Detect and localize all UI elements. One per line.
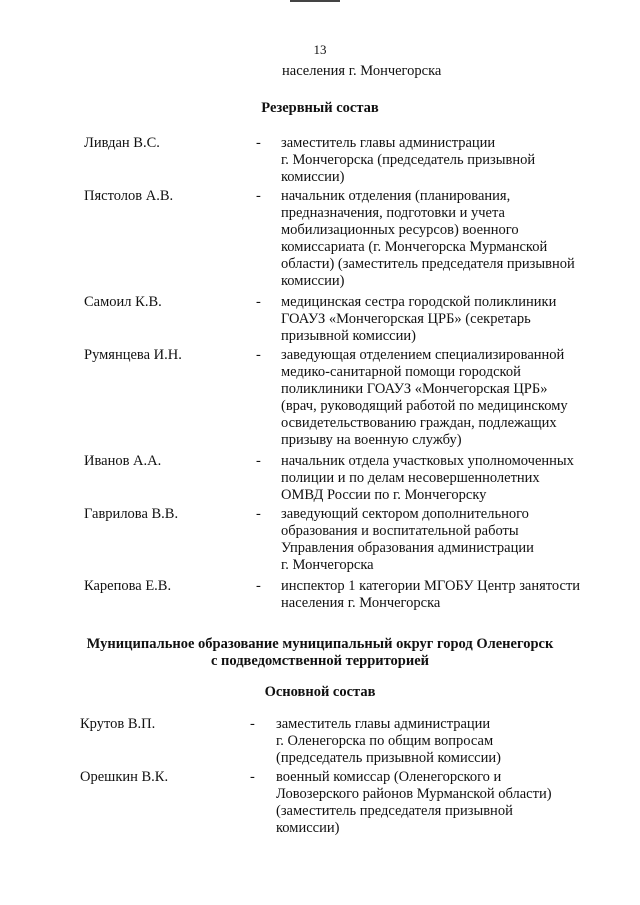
role-line: начальник отдела участковых уполномоченных [281,453,574,469]
member-name: Ливдан В.С. [84,135,160,151]
dash-separator: - [256,294,261,310]
member-name: Румянцева И.Н. [84,347,182,363]
member-name: Гаврилова В.В. [84,506,179,522]
role-line: ГОАУЗ «Мончегорская ЦРБ» (секретарь [281,311,531,327]
role-line: инспектор 1 категории МГОБУ Центр занятости [281,578,581,594]
member-name: Крутов В.П. [80,716,156,732]
dash-separator: - [256,506,261,522]
role-line: образования и воспитательной работы [281,523,519,539]
member-name: Орешкин В.К. [80,769,169,785]
role-line: заведующая отделением специализированной [281,347,565,363]
dash-separator: - [256,188,261,204]
role-line: комиссии) [281,273,345,289]
role-line: призывной комиссии) [281,328,416,344]
top-rule [290,0,340,2]
dash-separator: - [250,769,255,785]
dash-separator: - [256,578,261,594]
member-role [276,716,596,767]
member-role [281,188,601,290]
role-line: (заместитель председателя призывной [276,803,513,819]
continuation-line: населения г. Мончегорска [282,63,442,79]
role-line: комиссии) [281,169,345,185]
dash-separator: - [256,135,261,151]
role-line: военный комиссар (Оленегорского и [276,769,502,785]
role-line: поликлиники ГОАУЗ «Мончегорская ЦРБ» [281,381,548,397]
member-name: Пястолов А.В. [84,188,174,204]
role-line: Управления образования администрации [281,540,534,556]
member-role [281,578,601,612]
dash-separator: - [256,347,261,363]
role-line: г. Мончегорска [281,557,374,573]
reserve-heading: Резервный состав [261,100,379,116]
dash-separator: - [250,716,255,732]
role-line: области) (заместитель председателя призывной [281,256,575,272]
role-line: медико-санитарной помощи городской [281,364,521,380]
role-line: Ловозерского районов Мурманской области) [276,786,552,802]
member-name: Самоил К.В. [84,294,162,310]
main-heading: Основной состав [264,684,376,700]
role-line: полиции и по делам несовершеннолетних [281,470,540,486]
role-line: населения г. Мончегорска [281,595,441,611]
role-line: заместитель главы администрации [276,716,491,732]
role-line: (председатель призывной комиссии) [276,750,501,766]
role-line: мобилизационных ресурсов) военного [281,222,519,238]
page-number: 13 [313,42,327,57]
member-role [281,453,601,504]
member-name: Карепова Е.В. [84,578,172,594]
role-line: г. Оленегорска по общим вопросам [276,733,494,749]
member-role [276,769,596,837]
role-line: заместитель главы администрации [281,135,496,151]
member-role [281,294,601,345]
role-line: комиссариата (г. Мончегорска Мурманской [281,239,548,255]
role-line: начальник отделения (планирования, [281,188,511,204]
role-line: ОМВД России по г. Мончегорску [281,487,487,503]
role-line: заведующий сектором дополнительного [281,506,529,522]
role-line: г. Мончегорска (председатель призывной [281,152,536,168]
role-line: медицинская сестра городской поликлиники [281,294,557,310]
member-role [281,347,601,449]
member-name: Иванов А.А. [84,453,162,469]
role-line: комиссии) [276,820,340,836]
role-line: призыву на военную службу) [281,432,462,448]
member-role [281,506,601,574]
municipality-heading: Муниципальное образование муниципальный округ город Оленегорск [86,636,554,652]
dash-separator: - [256,453,261,469]
municipality-heading-line2: с подведомственной территорией [210,653,430,669]
role-line: освидетельствованию граждан, подлежащих [281,415,557,431]
role-line: (врач, руководящий работой по медицинскому [281,398,568,414]
role-line: предназначения, подготовки и учета [281,205,505,221]
member-role [281,135,601,186]
